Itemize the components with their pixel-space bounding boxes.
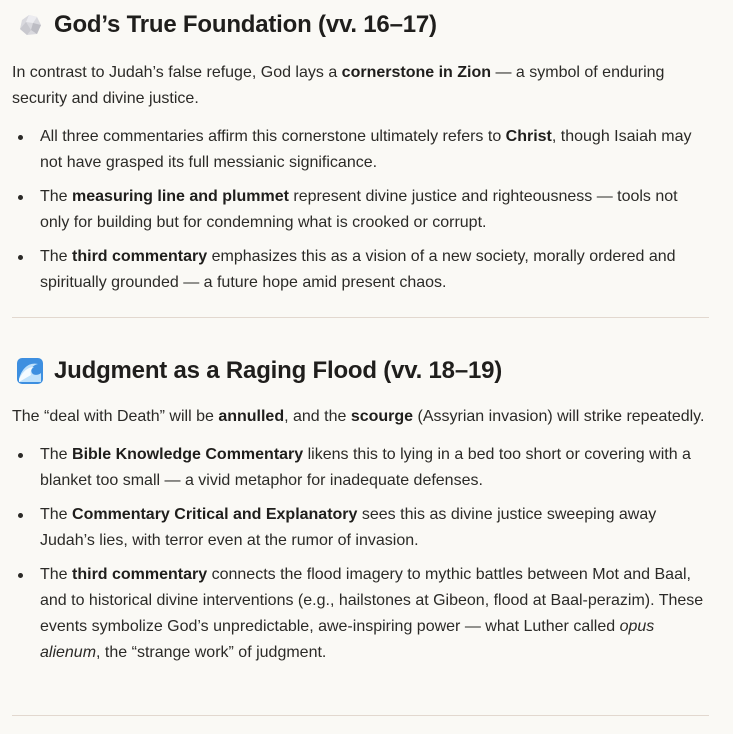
bullet-list [12,442,709,666]
section-heading [12,8,709,42]
bullet-list [12,124,709,296]
section-gods-true-foundation [12,8,709,304]
section-title: Judgment as a Raging Flood (vv. 18–19) [54,357,503,384]
list-item: The Bible Knowledge Commentary likens this to lying in a bed too short or covering with a blanket too small — a vivid metaphor for inadequate defenses. [12,442,709,494]
section-heading [12,354,709,388]
section-intro: In contrast to Judah’s false refuge, God lays a cornerstone in Zion — a symbol of enduring security and divine justice. [12,64,665,107]
list-item: The third commentary emphasizes this as a vision of a new society, morally ordered and spiritually grounded — a future hope amid present chaos. [12,244,709,296]
list-item: The third commentary connects the flood imagery to mythic battles between Mot and Baal, and to historical divine interventions (e.g., hailstones at Gibeon, flood at Baal-perazim). These events symbolize God’s unpredictable, awe-inspiring power — what Luther called opus alienum, the “strange work” of judgment. [12,562,709,666]
section-divider [12,317,709,318]
section-title: God’s True Foundation (vv. 16–17) [54,11,437,38]
section-intro: The “deal with Death” will be annulled, and the scourge (Assyrian invasion) will strike repeatedly. [12,408,705,425]
list-item: The Commentary Critical and Explanatory sees this as divine justice sweeping away Judah’s lies, with terror even at the rumor of invasion. [12,502,709,554]
section-divider [12,715,709,716]
water-wave-icon [16,357,44,385]
rock-icon [16,11,44,39]
list-item: All three commentaries affirm this cornerstone ultimately refers to Christ, though Isaiah may not have grasped its full messianic significance. [12,124,709,176]
section-judgment-flood [12,354,709,674]
list-item: The measuring line and plummet represent divine justice and righteousness — tools not only for building but for condemning what is crooked or corrupt. [12,184,709,236]
